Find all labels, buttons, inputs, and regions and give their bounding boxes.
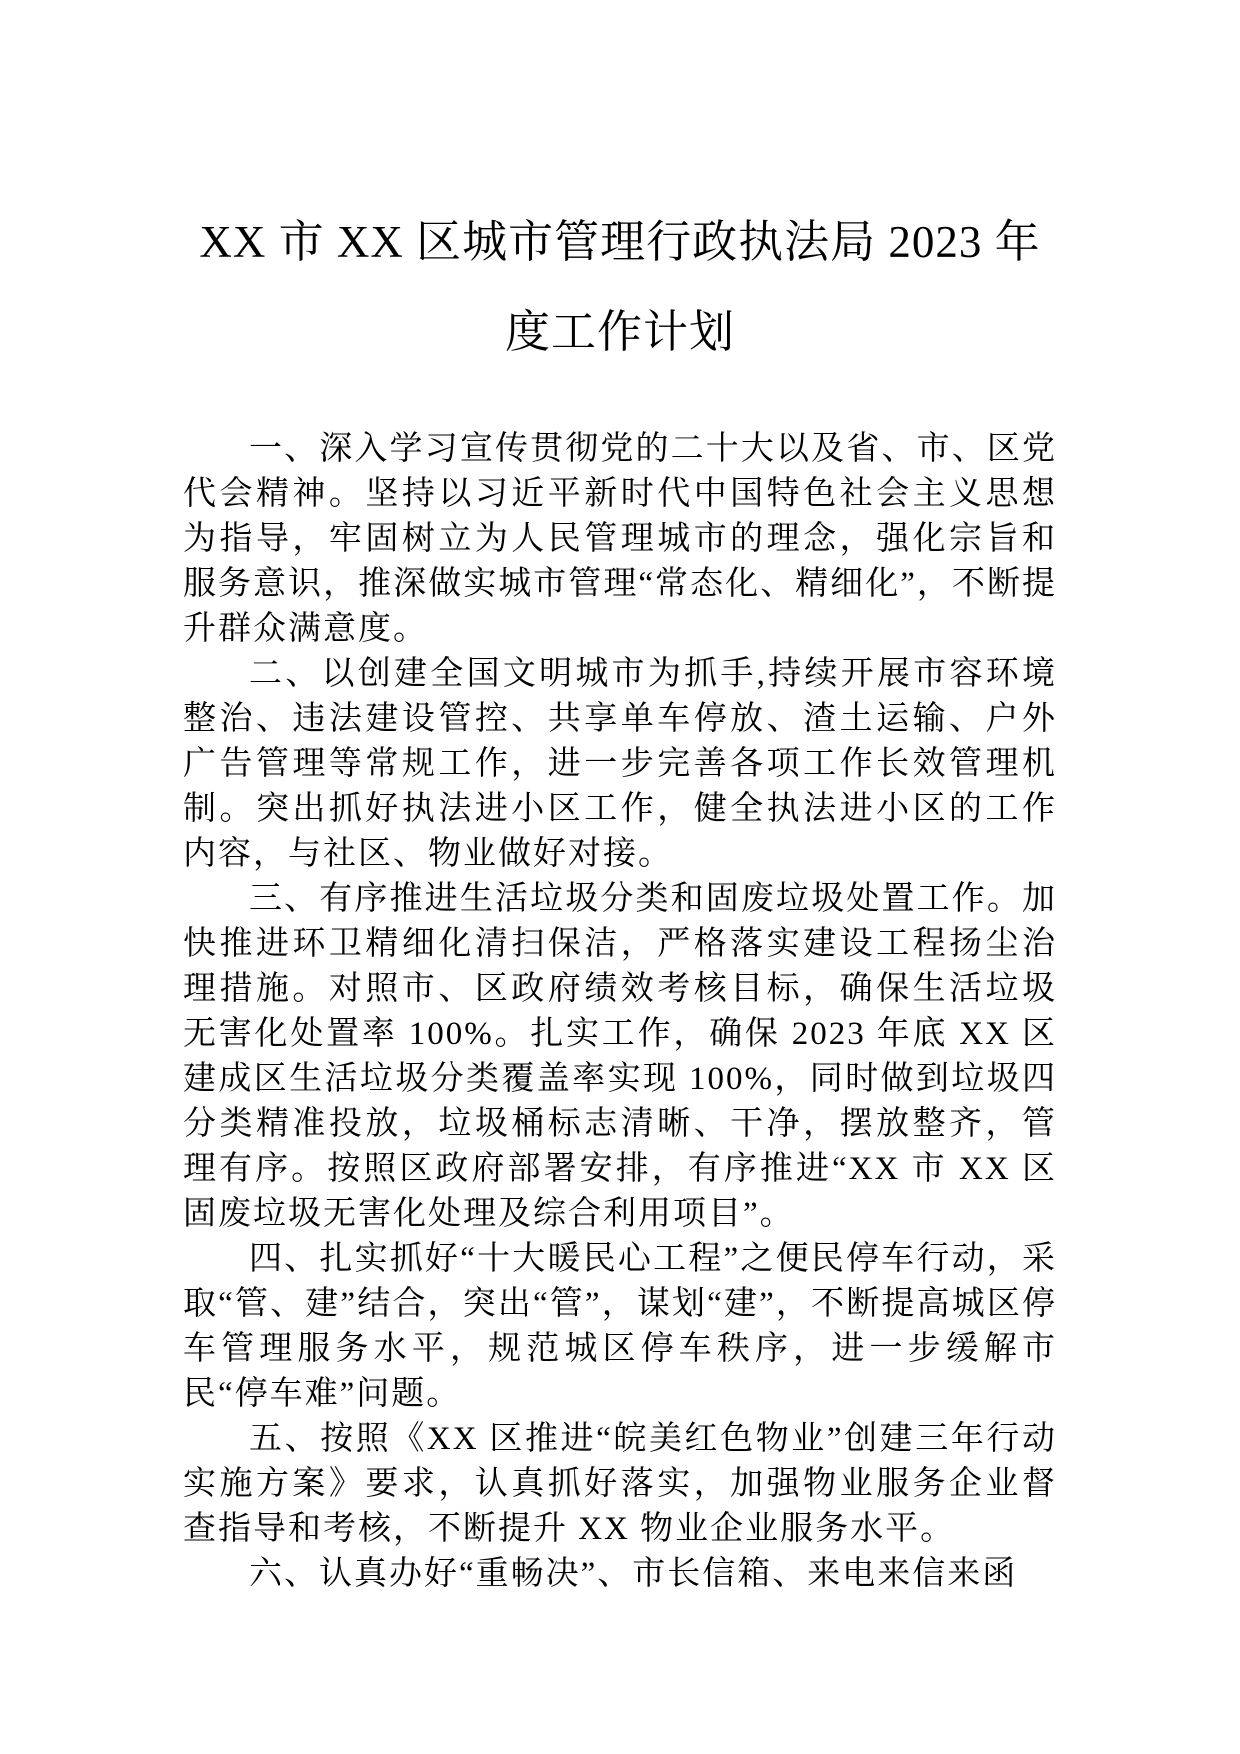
document-title bbox=[183, 197, 1057, 377]
document-title-line-1: XX 市 XX 区城市管理行政执法局 2023 年 bbox=[199, 217, 1041, 267]
document-title-line-2: 度工作计划 bbox=[504, 307, 735, 357]
paragraph-4: 四、扎实抓好“十大暖民心工程”之便民停车行动，采取“管、建”结合，突出“管”，谋划“建”，不断提高城区停车管理服务水平，规范城区停车秩序，进一步缓解市民“停车难”问题。 bbox=[183, 1241, 1057, 1412]
paragraph-1: 一、深入学习宣传贯彻党的二十大以及省、市、区党代会精神。坚持以习近平新时代中国特色社会主义思想为指导，牢固树立为人民管理城市的理念，强化宗旨和服务意识，推深做实城市管理“常态化、精细化”，不断提升群众满意度。 bbox=[183, 431, 1057, 647]
paragraph-6: 六、认真办好“重畅决”、市长信箱、来电来信来函 bbox=[249, 1556, 1018, 1592]
document-body bbox=[183, 427, 1057, 1597]
paragraph-2: 二、以创建全国文明城市为抓手,持续开展市容环境整治、违法建设管控、共享单车停放、渣土运输、户外广告管理等常规工作，进一步完善各项工作长效管理机制。突出抓好执法进小区工作，健全执法进小区的工作内容，与社区、物业做好对接。 bbox=[183, 656, 1057, 872]
paragraph-3: 三、有序推进生活垃圾分类和固废垃圾处置工作。加快推进环卫精细化清扫保洁，严格落实建设工程扬尘治理措施。对照市、区政府绩效考核目标，确保生活垃圾无害化处置率 100%。扎实工作，确保 2023 年底 XX 区建成区生活垃圾分类覆盖率实现 100%，同时做到垃圾四分类精准投放，垃圾桶标志清晰、干净，摆放整齐，管理有序。按照区政府部署安排，有序推进“XX 市 XX 区固废垃圾无害化处理及综合利用项目”。 bbox=[183, 881, 1057, 1232]
paragraph-5: 五、按照《XX 区推进“皖美红色物业”创建三年行动实施方案》要求，认真抓好落实，加强物业服务企业督查指导和考核，不断提升 XX 物业企业服务水平。 bbox=[183, 1421, 1057, 1547]
